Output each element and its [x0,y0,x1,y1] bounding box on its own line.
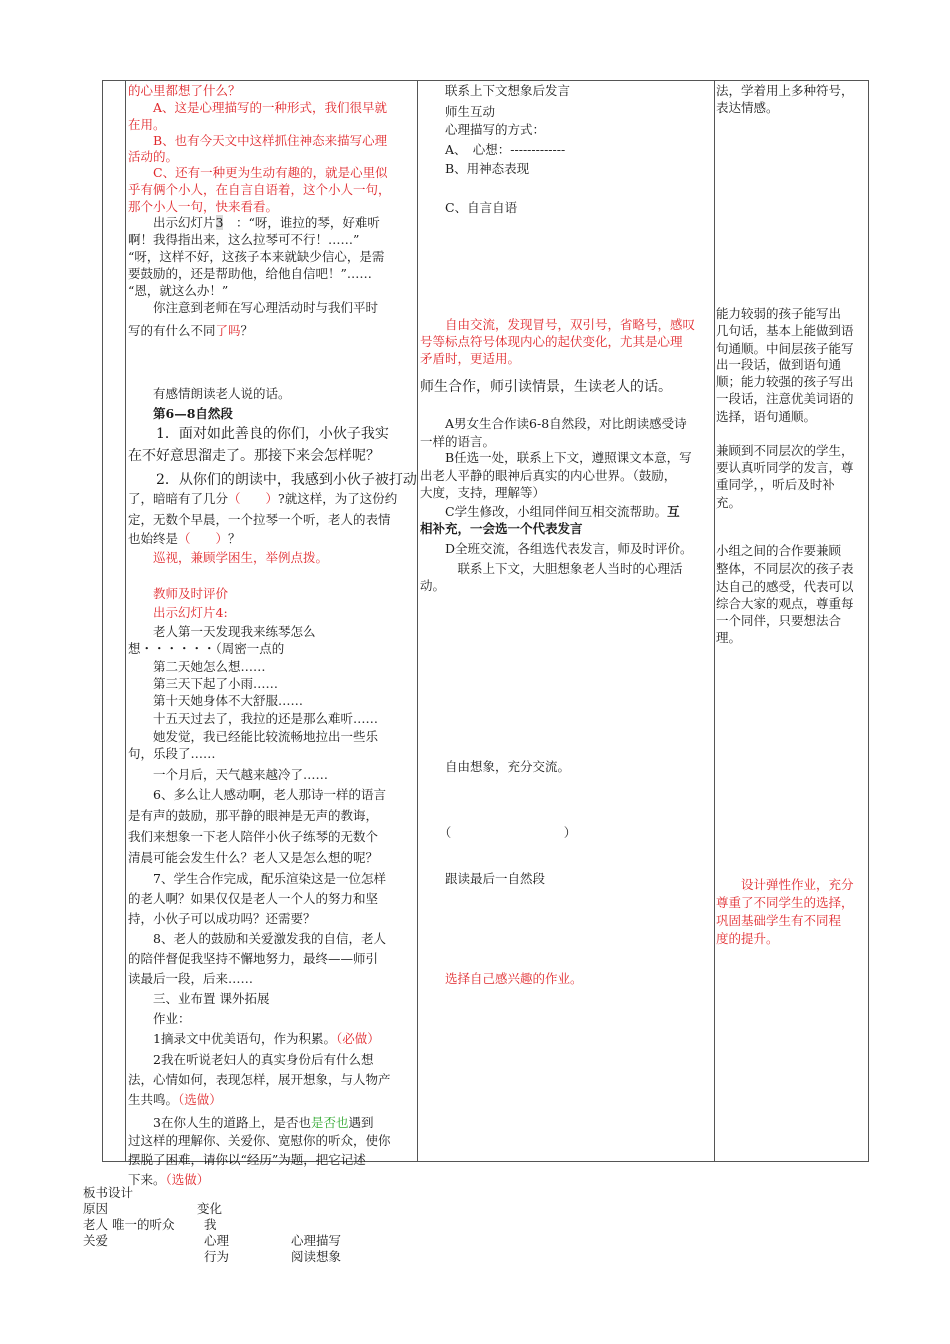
text-segment: 出示幻灯片4: [128,605,228,620]
text-line [128,971,253,987]
text-line [128,850,378,866]
text-segment: 动。 [420,578,446,593]
text-segment: 作业： [128,1011,191,1026]
text-line [420,83,570,99]
text-segment: 在不好意思溜走了。那接下来会怎样呢？ [128,448,380,464]
text-segment: 啊！我得指出来，这么拉琴可不行！……” [128,232,360,247]
text-line [420,971,583,987]
text-segment: 在用。 [128,117,166,132]
text-segment: 6、多么让人感动啊，老人那诗一样的语言 [128,787,386,802]
text-segment: 第二天她怎么想…… [128,659,266,674]
text-segment: 心理描写的方式： [420,122,546,137]
text-line [128,605,228,621]
text-segment: 句，乐段了…… [128,746,216,761]
text-segment: 2．从你们的朗读中，我感到小伙子被打动 [128,472,417,488]
text-segment: 了，暗暗有了几分 [128,491,229,506]
text-line [716,83,854,99]
text-segment: 的陪伴督促我坚持不懈地努力，最终——师引 [128,951,379,966]
text-segment: 摆脱了困难，请你以“经历”为题，把它记述 [128,1152,366,1167]
text-segment: 3 [215,215,224,230]
text-line [128,911,316,927]
text-segment: 2我在听说老妇人的真实身份后有什么想 [128,1052,374,1067]
text-segment: 选择，语句通顺。 [716,409,817,424]
text-segment: 三、业布置 课外拓展 [128,991,270,1006]
text-segment: 读最后一段，后来…… [128,971,254,986]
text-segment: 持，小伙子可以成功吗？还需要？ [128,911,316,926]
text-segment: ：“呀，谁拉的琴，好难听 [223,215,380,230]
text-line [420,104,495,120]
text-line [128,300,378,316]
text-segment: 十五天过去了，我拉的还是那么难听…… [128,711,379,726]
text-segment: ?就这样，为了这份约 [278,491,398,506]
text-line [128,891,378,907]
text-line [128,199,278,215]
text-segment: 第十天她身体不大舒服…… [128,693,304,708]
text-segment: 理。 [716,630,742,645]
text-line [420,825,576,841]
text-line [128,149,178,165]
text-line [716,323,854,339]
text-segment: A、这是心理描写的一种形式，我们很早就 [128,100,388,115]
text-line [128,426,389,442]
text-segment: 师生合作，师引读情景，生读老人的话。 [420,379,672,395]
text-segment: （ ） [420,825,577,840]
text-segment: 7、学生合作完成，配乐渲染这是一位怎样 [128,871,386,886]
text-line [128,787,386,803]
text-segment: 小组之间的合作要兼顾 [716,543,842,558]
text-line [128,1011,191,1027]
text-segment: B、也有今天文中这样抓住神态来描写心理 [128,133,388,148]
text-line [128,871,386,887]
text-segment: 的心里都想了什么？ [128,83,241,98]
text-segment: 综合大家的观点，尊重每 [716,596,854,611]
text-line [420,434,495,450]
text-segment: ？ [228,531,241,546]
text-segment: 一段话，注意优美词语的 [716,391,854,406]
text-line [420,578,445,594]
text-line [128,586,228,602]
text-segment: （ ） [228,491,279,506]
text-line [128,1152,366,1168]
text-line [128,1115,374,1131]
text-segment: 第6—8自然段 [128,406,233,421]
teacher-activity-column [128,81,417,1187]
text-segment: 有感情朗读老人说的话。 [128,386,291,401]
text-line [420,317,695,333]
text-segment: A、 心想：------------- [420,142,566,157]
text-segment: 教师及时评价 [128,586,229,601]
text-line [128,624,316,640]
text-segment: 达自己的感受，代表可以 [716,579,854,594]
text-line [128,232,359,248]
text-line [420,561,683,577]
text-line [128,1092,222,1108]
text-line [420,200,517,216]
text-line [716,443,854,459]
text-line [716,579,854,595]
text-segment: 几句话，基本上能做到语 [716,323,854,338]
text-segment: 巩固基础学生有不同程 [716,913,842,928]
text-segment: （ ） [178,531,229,546]
text-line [716,913,841,929]
text-line [128,512,391,528]
column-divider [125,81,126,1161]
text-segment: 第三天下起了小雨…… [128,676,279,691]
text-segment: 遇到 [348,1115,374,1130]
text-line [128,676,278,692]
text-segment: （选做） [165,1172,210,1187]
text-segment: 乎有俩个小人，在自言自语着，这个小人一句， [128,182,391,197]
board-item: 心理 [204,1233,230,1248]
text-line [128,711,378,727]
text-segment: 号等标点符号体现内心的起伏变化，尤其是心理 [420,334,683,349]
text-segment: 的老人啊？如果仅仅是老人一个人的努力和坚 [128,891,379,906]
column-divider [417,81,418,1161]
text-segment: 一样的语言。 [420,434,496,449]
text-line [128,133,387,149]
text-line [128,283,228,299]
text-segment: 出示幻灯片 [128,215,216,230]
text-segment: 矛盾时，更适用。 [420,351,521,366]
text-line [128,659,266,675]
text-segment: 写的有什么不同 [128,323,216,338]
text-segment: 1．面对如此善良的你们，小伙子我实 [128,426,389,442]
text-line [128,215,380,231]
text-line [716,409,816,425]
text-line [128,1031,380,1047]
text-line [420,504,680,520]
text-segment: 尊重了不同学生的选择， [716,895,854,910]
text-segment: 兼顾到不同层次的学生， [716,443,854,458]
text-line [128,83,241,99]
text-segment: 出一段话，做到语句通 [716,357,842,372]
text-line [128,693,303,709]
text-segment: 了吗 [215,323,241,338]
text-line [716,543,841,559]
text-segment: 1摘录文中优美语句，作为积累。 [128,1031,336,1046]
text-segment: 定，无数个早晨，一个拉琴一个听，老人的表情 [128,512,391,527]
text-line [716,391,854,407]
text-line [128,182,391,198]
text-segment: 互 [667,504,680,519]
board-item: 原因 [83,1201,109,1216]
text-line [128,767,328,783]
column-divider [714,81,715,1161]
text-line [420,541,693,557]
text-segment: 你注意到老师在写心理活动时与我们平时 [128,300,379,315]
text-segment: 活动的。 [128,149,179,164]
text-segment: 设计弹性作业，充分 [716,877,854,892]
text-line [716,357,841,373]
text-line [716,495,741,511]
text-line [128,1172,209,1188]
text-segment: 相补充，一会选一个代表发言 [420,521,583,536]
text-line [128,472,417,488]
text-line [128,829,378,845]
text-segment: C、自言自语 [420,200,518,215]
text-segment: 那个小人一句，快来看看。 [128,199,279,214]
text-line [128,323,253,339]
text-segment: 生共鸣。 [128,1092,179,1107]
text-segment: 自由想象，充分交流。 [420,759,571,774]
text-line [420,485,545,501]
text-line [128,249,384,265]
text-line [128,746,216,762]
text-line [716,374,854,390]
text-line [128,386,291,402]
text-segment: 句通顺。中间层孩子能写 [716,341,854,356]
text-segment: 跟读最后一自然段 [420,871,546,886]
text-line [420,351,520,367]
text-segment: 自由交流，发现冒号，双引号，省略号，感叹 [420,317,696,332]
text-line [420,521,583,537]
text-line [128,729,378,745]
text-segment: 充。 [716,495,742,510]
text-segment: 表达情感。 [716,100,779,115]
text-segment: 度的提升。 [716,931,779,946]
text-segment: 师生互动 [420,104,496,119]
board-item: 我 [204,1217,217,1232]
text-segment: 我们来想象一下老人陪伴小伙子练琴的无数个 [128,829,379,844]
text-segment: ？ [240,323,254,338]
board-item: 变化 [197,1201,223,1216]
text-segment: 法，心情如何，表现怎样，展开想象，与人物产 [128,1072,391,1087]
text-line [128,448,380,464]
text-segment: 联系上下文，大胆想象老人当时的心理活 [420,561,683,576]
text-line [128,550,328,566]
board-item: 心理描写 [291,1233,342,1248]
text-line [716,306,841,322]
text-line [128,491,397,507]
text-segment: 法，学着用上多种符号， [716,83,854,98]
text-line [716,630,741,646]
board-item: 关爱 [83,1233,109,1248]
text-segment: 一个月后，天气越来越冷了…… [128,767,329,782]
text-line [128,951,378,967]
text-segment: B任选一处，联系上下文，遵照课文本意，写 [420,450,692,465]
text-segment: 是有声的鼓励，那平静的眼神是无声的教诲， [128,808,379,823]
text-segment: “恩，就这么办！” [128,283,229,298]
text-line [420,161,529,177]
text-segment: 顺；能力较强的孩子写出 [716,374,854,389]
text-segment: B、用神态表现 [420,161,530,176]
text-line [420,416,687,432]
board-item: 老人 唯一的听众 [83,1217,175,1232]
text-line [716,561,854,577]
text-line [716,877,854,893]
text-segment: 清晨可能会发生什么？老人又是怎么想的呢？ [128,850,379,865]
text-line [128,406,233,422]
text-line [128,531,241,547]
text-line [716,895,854,911]
text-segment: 老人第一天发现我来练琴怎么 [128,624,316,639]
design-intent-column [716,81,870,1161]
text-segment: 大度，支持，理解等） [420,485,546,500]
text-line [128,931,386,947]
text-line [420,759,570,775]
text-line [128,117,166,133]
text-segment: 一个同伴，只要想法合 [716,613,842,628]
text-line [420,468,676,484]
text-segment: 联系上下文想象后发言 [420,83,571,98]
text-segment: （必做） [335,1031,380,1046]
text-line [420,871,545,887]
text-line [128,1052,373,1068]
board-item: 阅读想象 [291,1249,342,1264]
text-segment: A男女生合作读6-8自然段，对比朗读感受诗 [420,416,687,431]
text-line [420,122,545,138]
text-segment: 下来。 [128,1172,166,1187]
text-segment: 选择自己感兴趣的作业。 [420,971,583,986]
lesson-plan-table [102,80,869,1187]
text-line [420,142,565,158]
text-segment: 也始终是 [128,531,179,546]
board-item: 行为 [204,1249,230,1264]
text-segment: 巡视，兼顾学困生，举例点拨。 [128,550,329,565]
text-line [716,596,854,612]
text-line [128,991,269,1007]
text-line [128,1072,391,1088]
text-line [128,165,388,181]
text-segment: 重同学，，听后及时补 [716,477,835,492]
text-line [716,341,854,357]
text-line [716,931,779,947]
text-line [128,808,378,824]
text-segment: 整体，不同层次的孩子表 [716,561,854,576]
text-line [420,379,672,395]
text-line [716,100,779,116]
text-segment: C学生修改，小组同伴间互相交流帮助。 [420,504,668,519]
text-segment: C、还有一种更为生动有趣的，就是心里似 [128,165,388,180]
text-segment: 要鼓励的，还是帮助他，给他自信吧！”…… [128,266,372,281]
text-segment: 3在你人生的道路上，是否也 [128,1115,311,1130]
text-segment: 她发觉，我已经能比较流畅地拉出一些乐 [128,729,379,744]
text-segment: 8、老人的鼓励和关爱激发我的自信，老人 [128,931,386,946]
text-line [716,477,835,493]
text-segment: D全班交流，各组选代表发言，师及时评价。 [420,541,693,556]
student-activity-column [420,81,713,1161]
text-line [128,1133,391,1149]
text-segment: 过这样的理解你、关爱你、宽慰你的听众，使你 [128,1133,391,1148]
text-line [716,460,854,476]
board-title: 板书设计 [83,1185,134,1200]
text-segment: （选做） [178,1092,222,1107]
text-segment: 想・・・・・・（周密一点的 [128,641,285,656]
text-line [420,450,692,466]
text-segment: “呀，这样不好，这孩子本来就缺少信心，是需 [128,249,385,264]
text-line [716,613,841,629]
text-line [128,266,372,282]
text-line [420,334,683,350]
text-line [128,641,284,657]
text-segment: 出老人平静的眼神后真实的内心世界。（鼓励， [420,468,677,483]
text-segment: 是否也 [310,1115,349,1130]
text-segment: 能力较弱的孩子能写出 [716,306,842,321]
text-segment: 要认真听同学的发言，尊 [716,460,854,475]
text-line [128,100,387,116]
